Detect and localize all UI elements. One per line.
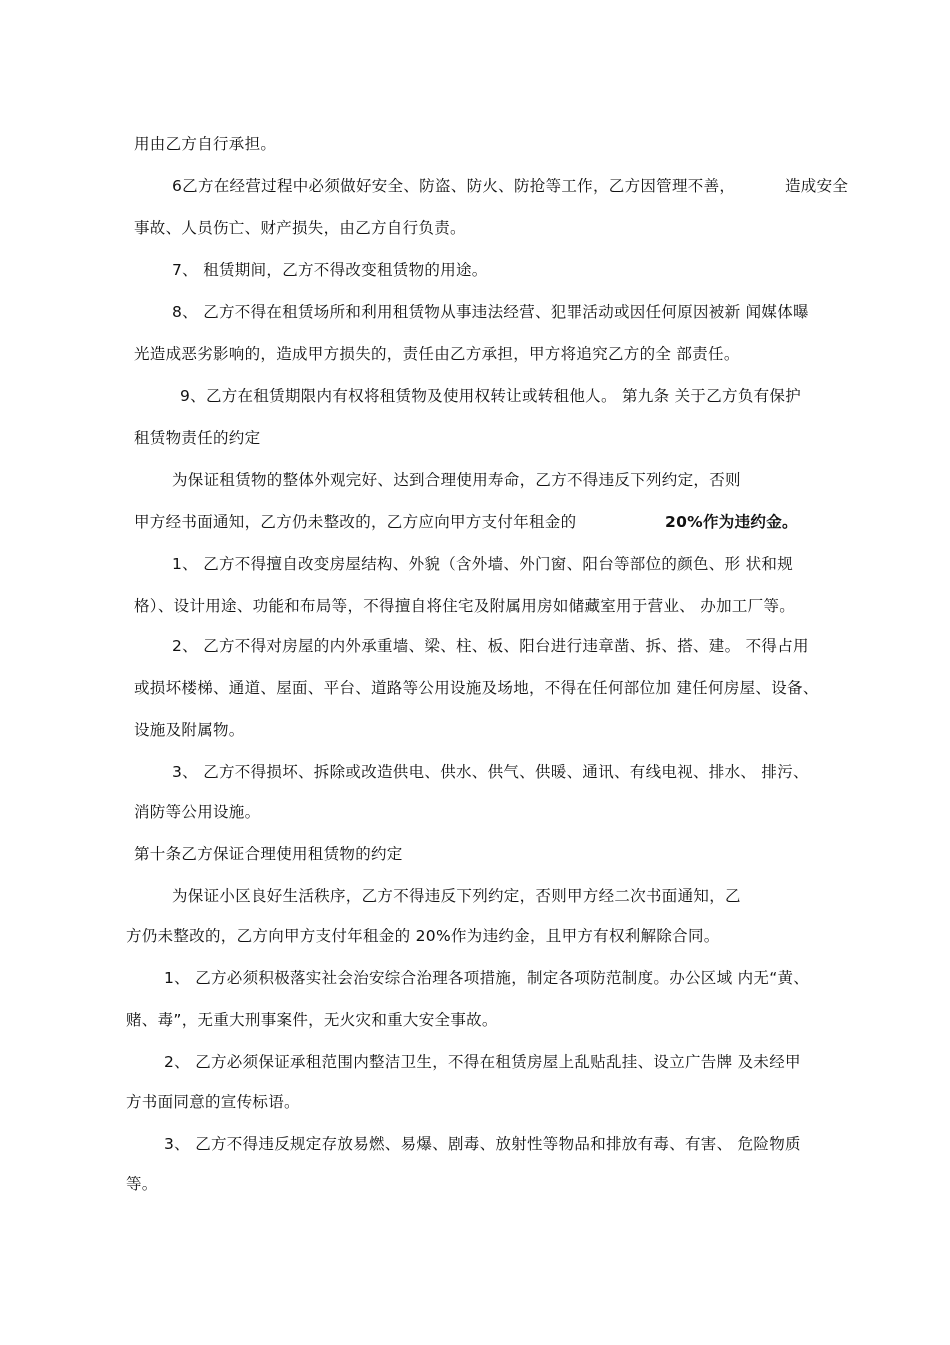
text-line: 为保证租赁物的整体外观完好、达到合理使用寿命，乙方不得违反下列约定，否则 [172, 471, 741, 489]
text-line: 造成安全 [785, 177, 849, 195]
text-line: 7、 租赁期间，乙方不得改变租赁物的用途。 [172, 261, 488, 279]
text-line: 用由乙方自行承担。 [134, 135, 277, 153]
text-line: 甲方经书面通知，乙方仍未整改的，乙方应向甲方支付年租金的 [134, 513, 577, 531]
text-line: 事故、人员伤亡、财产损失，由乙方自行负责。 [134, 219, 466, 237]
text-line: 格）、设计用途、功能和布局等，不得擅自将住宅及附属用房如储藏室用于营业、 办加工厂等。 [134, 597, 796, 615]
text-line: 赌、毒”，无重大刑事案件，无火灾和重大安全事故。 [126, 1011, 498, 1029]
text-line: 等。 [126, 1175, 158, 1193]
text-line: 消防等公用设施。 [134, 803, 261, 821]
text-line: 2、 乙方必须保证承租范围内整洁卫生，不得在租赁房屋上乱贴乱挂、设立广告牌 及未经甲 [164, 1053, 801, 1071]
text-line: 光造成恶劣影响的，造成甲方损失的，责任由乙方承担，甲方将追究乙方的全 部责任。 [134, 345, 740, 363]
text-line: 3、 乙方不得违反规定存放易燃、易爆、剧毒、放射性等物品和排放有毒、有害、 危险物质 [164, 1135, 801, 1153]
text-line: 为保证小区良好生活秩序，乙方不得违反下列约定，否则甲方经二次书面通知，乙 [172, 887, 741, 905]
text-line: 6乙方在经营过程中必须做好安全、防盗、防火、防抢等工作，乙方因管理不善， [172, 177, 736, 195]
text-line: 租赁物责任的约定 [134, 429, 261, 447]
text-line: 8、 乙方不得在租赁场所和利用租赁物从事违法经营、犯罪活动或因任何原因被新 闻媒体曝 [172, 303, 809, 321]
text-line: 20%作为违约金。 [665, 513, 798, 531]
text-line: 方书面同意的宣传标语。 [126, 1093, 300, 1111]
section-heading: 第十条乙方保证合理使用租赁物的约定 [134, 845, 403, 863]
text-line: 1、 乙方必须积极落实社会治安综合治理各项措施，制定各项防范制度。办公区域 内无“黄、 [164, 969, 810, 987]
text-line: 方仍未整改的，乙方向甲方支付年租金的 20%作为违约金，且甲方有权利解除合同。 [126, 927, 720, 945]
text-line: 设施及附属物。 [134, 721, 245, 739]
text-line: 1、 乙方不得擅自改变房屋结构、外貌（含外墙、外门窗、阳台等部位的颜色、形 状和规 [172, 555, 794, 573]
text-line: 或损坏楼梯、通道、屋面、平台、道路等公用设施及场地，不得在任何部位加 建任何房屋、设备、 [134, 679, 819, 697]
text-line: 9、乙方在租赁期限内有权将租赁物及使用权转让或转租他人。 第九条 关于乙方负有保护 [180, 387, 802, 405]
text-line: 2、 乙方不得对房屋的内外承重墙、梁、柱、板、阳台进行违章凿、拆、搭、建。 不得占用 [172, 637, 809, 655]
text-line: 3、 乙方不得损坏、拆除或改造供电、供水、供气、供暖、通讯、有线电视、排水、 排污、 [172, 763, 809, 781]
